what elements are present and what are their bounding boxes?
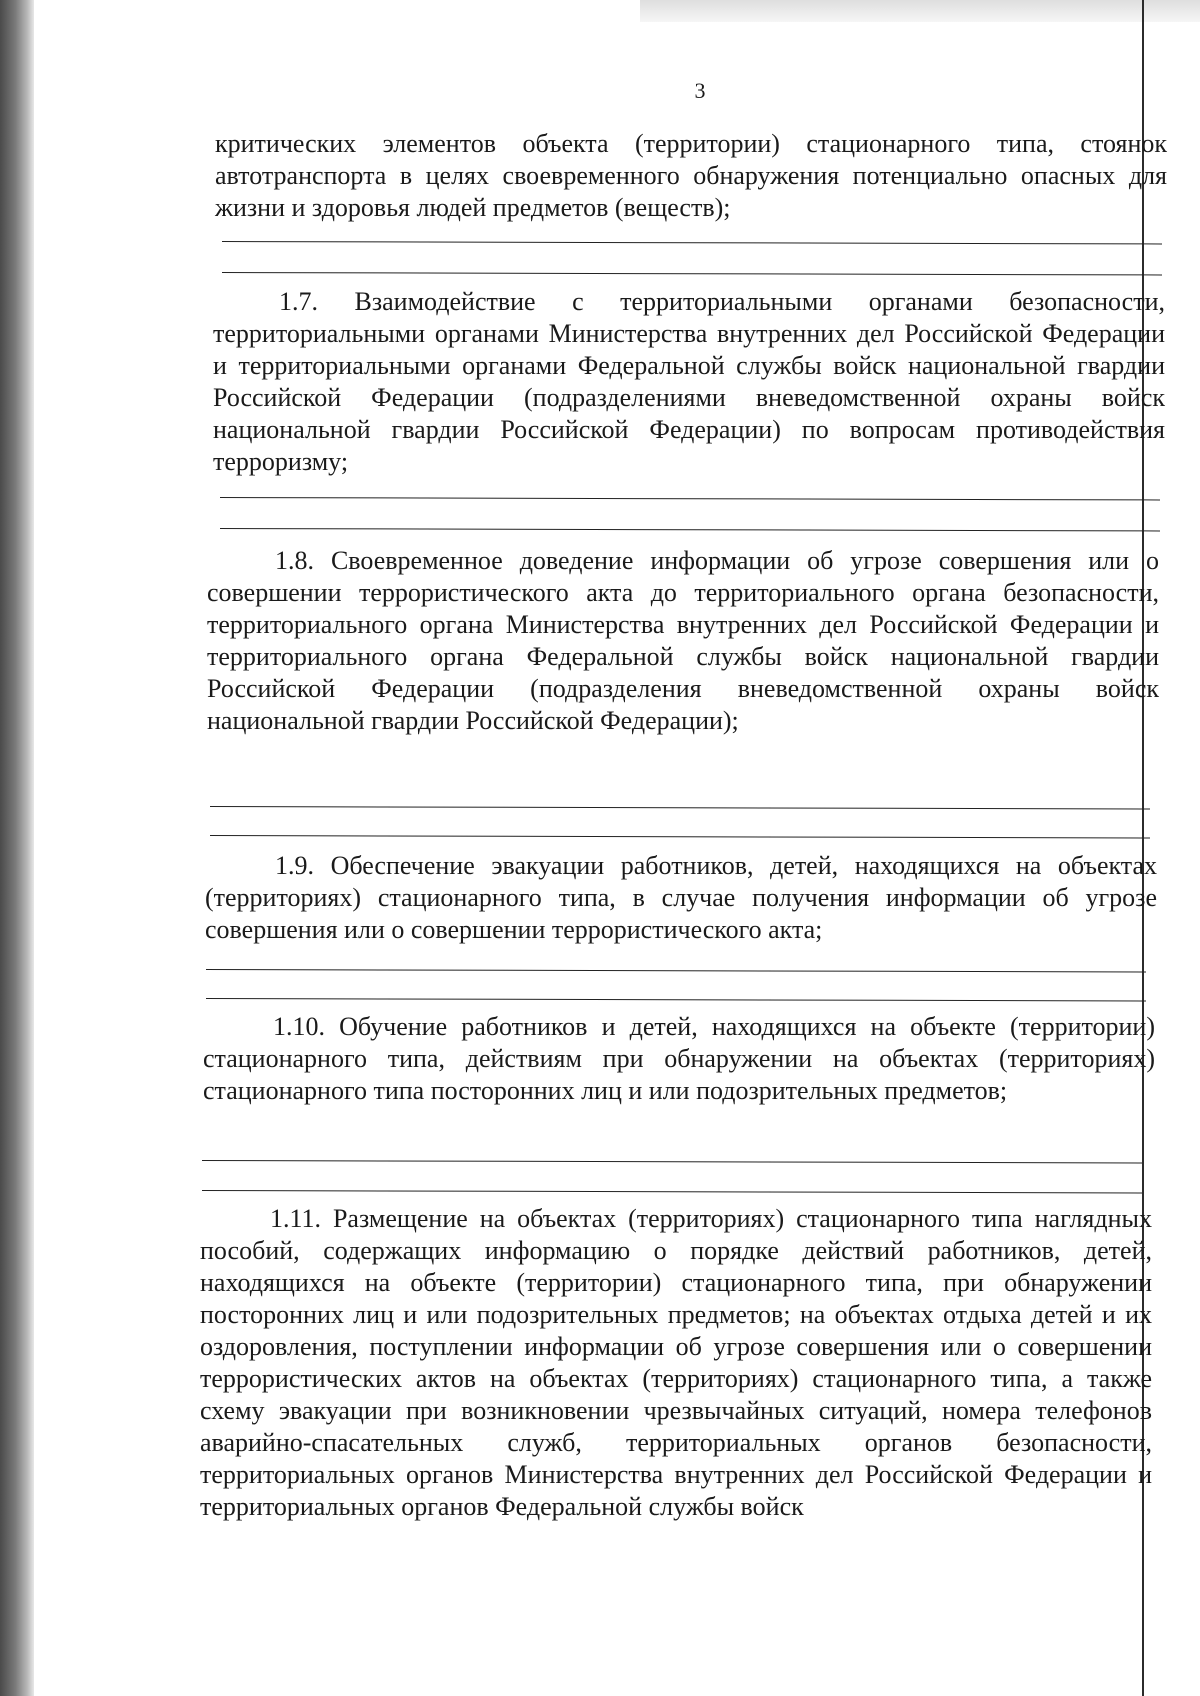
paragraph-1-10: 1.10. Обучение работников и детей, находящихся на объекте (территории) стационарного типа, действиям при обнаружении на объектах (территориях) стационарного типа посторонних лиц и или подозрительных предметов;	[203, 1012, 1155, 1105]
scan-top-edge-shade	[640, 0, 1200, 22]
paragraph-1-9: 1.9. Обеспечение эвакуации работников, детей, находящихся на объектах (территориях) стационарного типа, в случае получения информации об угрозе совершения или о совершении террористического акта;	[205, 851, 1157, 944]
blank-rule	[210, 835, 1150, 838]
blank-rule	[222, 241, 1162, 244]
paragraph-continuation: критических элементов объекта (территории) стационарного типа, стоянок автотранспорта в целях своевременного обнаружения потенциально опасных для жизни и здоровья людей предметов (веществ);	[215, 129, 1167, 222]
blank-rule	[210, 806, 1150, 809]
blank-rule	[202, 1160, 1142, 1163]
blank-rule	[220, 497, 1160, 500]
paragraph-1-7: 1.7. Взаимодействие с территориальными органами безопасности, территориальными органами Министерства внутренних дел Российской Федерации и территориальными органами Федеральной службы войск национальной гвардии Российской Федерации (подразделениями вневедомственной охраны войск национальной гвардии Российской Федерации) по вопросам противодействия терроризму;	[213, 287, 1165, 476]
blank-rule	[222, 272, 1162, 275]
paragraph-1-8: 1.8. Своевременное доведение информации об угрозе совершения или о совершении террористического акта до территориального органа безопасности, территориального органа Министерства внутренних дел Российской Федерации и территориального органа Федеральной службы войск национальной гвардии Российской Федерации (подразделения вневедомственной охраны войск национальной гвардии Российской Федерации);	[207, 546, 1159, 735]
scan-left-edge-shadow	[0, 0, 34, 1696]
blank-rule	[206, 969, 1146, 972]
paragraph-1-11: 1.11. Размещение на объектах (территориях) стационарного типа наглядных пособий, содержащих информацию о порядке действий работников, детей, находящихся на объекте (территории) стационарного типа, при обнаружении посторонних лиц и или подозрительных предметов; на объектах отдыха детей и их оздоровления, поступлении информации об угрозе совершения или о совершении террористических актов на объектах (территориях) стационарного типа, а также схему эвакуации при возникновении чрезвычайных ситуаций, номера телефонов аварийно-спасательных служб, территориальных органов безопасности, территориальных органов Министерства внутренних дел Российской Федерации и территориальных органов Федеральной службы войск	[200, 1204, 1152, 1521]
blank-rule	[202, 1190, 1142, 1193]
blank-rule	[206, 998, 1146, 1001]
page-number: 3	[694, 78, 706, 103]
blank-rule	[220, 528, 1160, 531]
